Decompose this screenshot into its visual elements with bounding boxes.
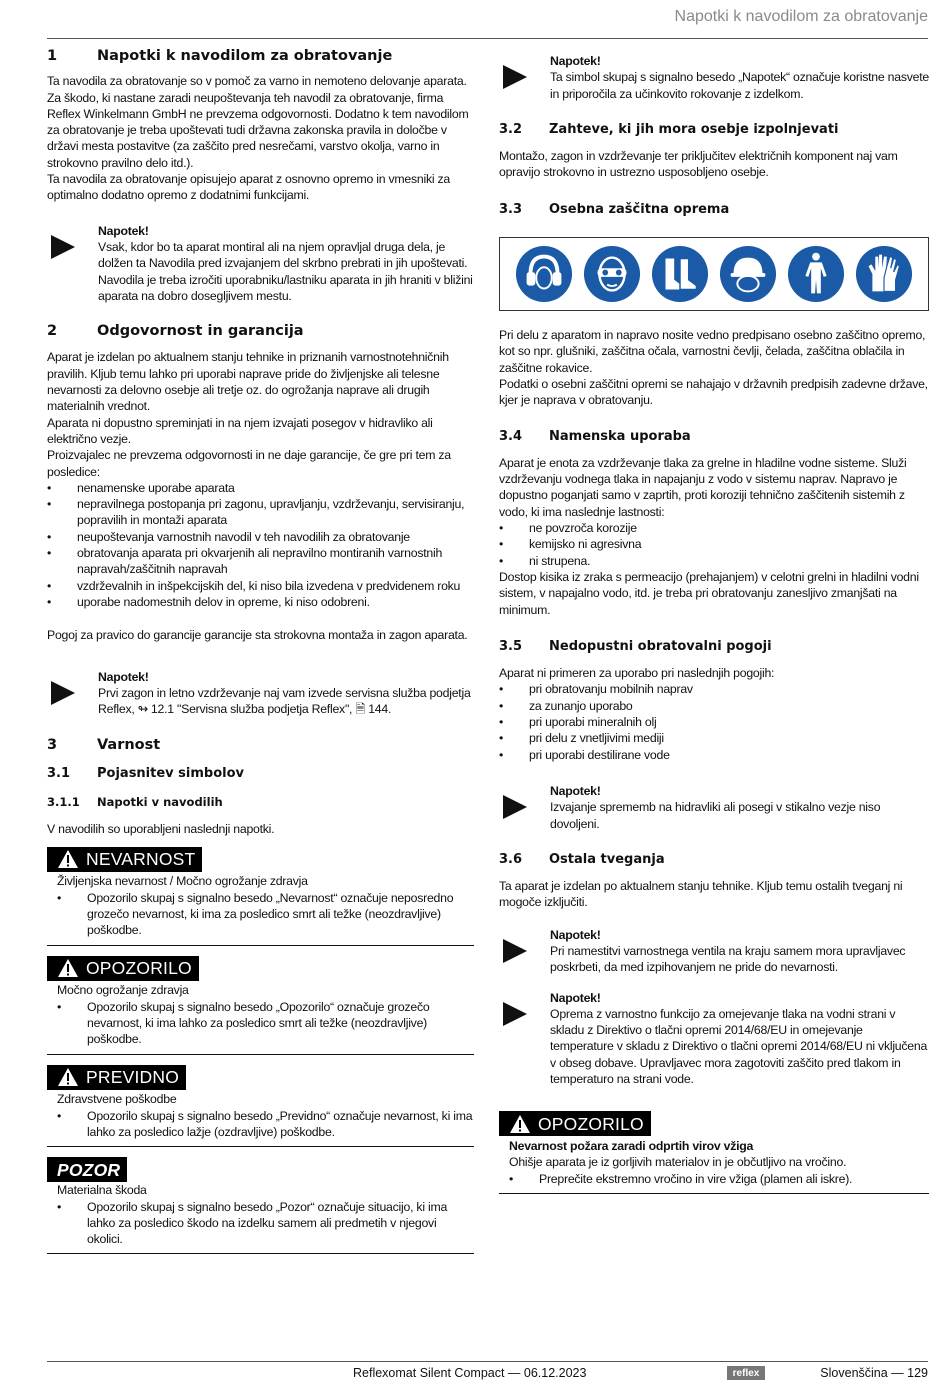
page-footer (47, 1361, 928, 1380)
danger-box (47, 847, 474, 946)
list-item: • pri delu z vnetljivimi mediji (499, 730, 929, 746)
bullet-list (499, 681, 929, 762)
notice-box (47, 1157, 474, 1254)
section-number: 3 (47, 737, 58, 754)
list-item: • ne povzroča korozije (499, 520, 929, 536)
section-number: 3.3 (499, 201, 523, 217)
badge-label: OPOZORILO (538, 1113, 644, 1134)
note-text: Oprema z varnostno funkcijo za omejevanje tlaka na vodni strani v skladu z Direktivo o tlačni opremi 2014/68/EU in omejevanje temperature v skladu z Direktivo o tlačni opremi 2014/68/EU ni vključena v obseg dobave. Upravljavec mora zagotoviti zaščito pred tlakom in temperaturo na strani vode. (550, 1006, 928, 1087)
warning-triangle-icon (57, 1067, 79, 1087)
ppe-icon-strip (499, 237, 929, 311)
section-1-heading (47, 48, 474, 64)
caution-box (47, 1065, 474, 1148)
badge-label: PREVIDNO (86, 1066, 180, 1087)
paragraph: Ta navodila za obratovanje opisujejo aparat z osnovno opremo in vmesniki za optimalno dodatno opremo z dodatnimi funkcijami. (47, 172, 451, 203)
badge-label: NEVARNOST (86, 848, 196, 869)
warning-triangle-icon (509, 1114, 531, 1134)
section-3-1-heading (47, 766, 474, 782)
list-item: • neupoštevanja varnostnih navodil v teh navodilih za obratovanje (47, 529, 474, 545)
paragraph: V navodilih so uporabljeni naslednji napotki. (47, 822, 275, 837)
warning-box (499, 1111, 929, 1194)
page-header (47, 8, 928, 39)
section-number: 1 (47, 48, 58, 64)
note-block (499, 927, 929, 976)
paragraph: Aparata ni dopustno spreminjati in na njem izvajati posegov v hidravliko ali električno vezje. (47, 415, 433, 446)
paragraph: Pri delu z aparatom in napravo nosite vedno predpisano osebno zaščitno opremo, kot so npr. glušniki, zaščitna očala, varnostni čevlji, čelada, zaščitna oblačila in zaščitne rokavice. (499, 328, 926, 375)
list-item: • Preprečite ekstremno vročino in vire vžiga (plamen ali iskre). (509, 1171, 929, 1187)
list-item: • nepravilnega postopanja pri zagonu, upravljanju, vzdrževanju, servisiranju, popravilih in montaži aparata (47, 496, 474, 529)
note-block (499, 783, 929, 832)
section-3-1-1-heading (47, 794, 474, 810)
list-item: • Opozorilo skupaj s signalno besedo „Nevarnost“ označuje neposredno grozečo nevarnost, ki ima za posledico smrt ali težke (neozdravljive) poškodbe. (57, 890, 474, 939)
note-block (499, 990, 929, 1088)
note-block (47, 223, 474, 304)
ear-protection-icon (515, 245, 573, 303)
paragraph: Aparat je izdelan po aktualnem stanju tehnike in priznanih varnostnotehničnih pravilih. Kljub temu lahko pri uporabi naprave pride do življenjske ali telesne nevarnosti za delovno osebje ali tretje oz. do ogrožanja naprave ali drugih materialnih vrednot. (47, 350, 449, 414)
section-title: Namenska uporaba (549, 428, 691, 444)
section-title: Nedopustni obratovalni pogoji (549, 638, 772, 654)
helmet-icon (719, 245, 777, 303)
arrow-right-icon (51, 235, 75, 259)
list-item: • nenamenske uporabe aparata (47, 480, 474, 496)
paragraph: Montažo, zagon in vzdrževanje ter priključitev električnih komponent naj vam opravijo strokovno in ustrezno usposobljeno osebje. (499, 149, 898, 180)
section-title: Pojasnitev simbolov (97, 765, 245, 781)
danger-badge (47, 847, 202, 872)
warning-subtitle: Zdravstvene poškodbe (57, 1092, 177, 1107)
list-item: • ni strupena. (499, 553, 929, 569)
arrow-right-icon (503, 1002, 527, 1026)
note-block (47, 669, 474, 718)
note-text: Vsak, kdor bo ta aparat montiral ali na njem opravljal druga dela, je dolžen ta Navodila pred izvajanjem del skrbno prebrati in jih upoštevati. Navodila je treba izročiti uporabniku/lastniku aparata in jih hraniti v bližini aparata na dobro dosegljivem mestu. (98, 239, 473, 303)
list-item: • pri obratovanju mobilnih naprav (499, 681, 929, 697)
arrow-right-icon (503, 65, 527, 89)
language-page-number: Slovenščina — 129 (820, 1366, 928, 1380)
section-3-4-heading (499, 429, 929, 445)
paragraph: Pogoj za pravico do garancije garancije sta strokovna montaža in zagon aparata. (47, 628, 468, 643)
warning-subtitle: Močno ogrožanje zdravja (57, 983, 189, 998)
section-3-heading (47, 737, 474, 753)
list-item: • Opozorilo skupaj s signalno besedo „Previdno“ označuje nevarnost, ki ima lahko za posledico lažje (ozdravljive) poškodbe. (57, 1108, 474, 1141)
section-2-heading (47, 323, 474, 339)
badge-label: POZOR (57, 1159, 121, 1180)
section-3-2-heading (499, 122, 929, 138)
section-number: 3.1 (47, 765, 71, 781)
warning-subtitle: Življenjska nevarnost / Močno ogrožanje zdravja (57, 874, 308, 889)
section-title: Ostala tveganja (549, 851, 665, 867)
section-title: Varnost (97, 737, 161, 754)
section-3-3-heading (499, 202, 929, 218)
paragraph: Podatki o osebni zaščitni opremi se nahajajo v državnih predpisih zadevne države, kjer je naprava v obratovanju. (499, 376, 928, 408)
arrow-right-icon (503, 939, 527, 963)
note-text-line: Prvi zagon in letno vzdrževanje naj vam izvede servisna služba podjetja (98, 685, 471, 700)
note-block (499, 53, 929, 102)
section-number: 3.6 (499, 851, 523, 867)
reflex-logo: reflex (727, 1366, 765, 1380)
warning-title: Nevarnost požara zaradi odprtih virov vžiga (509, 1139, 754, 1154)
warning-subtitle: Materialna škoda (57, 1183, 147, 1198)
paragraph: Proizvajalec ne prevzema odgovornosti in ne daje garancije, če gre pri tem za posledice: (47, 448, 451, 479)
section-title: Odgovornost in garancija (97, 323, 304, 340)
note-title: Napotek! (98, 223, 149, 238)
section-number: 3.2 (499, 121, 523, 137)
list-item: • Opozorilo skupaj s signalno besedo „Pozor“ označuje situacijo, ki ima lahko za posledico škodo na izdelku samem ali predmetih v njegovi okolici. (57, 1199, 474, 1248)
section-number: 3.1.1 (47, 794, 80, 809)
caution-badge (47, 1065, 186, 1090)
section-number: 2 (47, 323, 58, 340)
warning-text: Ohišje aparata je iz gorljivih materialov in je občutljivo na vročino. (509, 1155, 847, 1170)
section-title: Zahteve, ki jih mora osebje izpolnjevati (549, 121, 839, 137)
arrow-right-icon (503, 795, 527, 819)
section-title: Osebna zaščitna oprema (549, 201, 730, 217)
note-title: Napotek! (98, 669, 149, 684)
paragraph: Aparat je enota za vzdrževanje tlaka za grelne in hladilne vodne sisteme. Služi vzdrževanju vodnega tlaka in napajanju z vodo v sistemu naprav. Napravo je dopustno poganjati samo v zaprtih, proti koroziji tehnično zaščitenih sistemih z vodo, ki ima naslednje lastnosti: (499, 455, 907, 519)
note-title: Napotek! (550, 783, 601, 798)
warning-triangle-icon (57, 958, 79, 978)
left-column (47, 48, 474, 1254)
bullet-list (499, 520, 929, 569)
section-title: Napotki v navodilih (97, 794, 223, 809)
paragraph: Ta navodila za obratovanje so v pomoč za varno in nemoteno delovanje aparata. Za škodo, ki nastane zaradi neupoštevanja teh navodil za obratovanje, firma Reflex Winkelmann GmbH ne prevzema odgovornosti. Dodatno k tem navodilom za obratovanje je treba upoštevati tudi državna zakonska pravila in določbe v državi mesta postavitve (za zaščito pred nesrečami, varstvo okolja, varno in strokovno pravilno delo itd.). (47, 74, 469, 170)
warning-badge (47, 956, 199, 981)
list-item: • uporabe nadomestnih delov in opreme, ki niso odobreni. (47, 594, 474, 610)
safety-goggles-icon (583, 245, 641, 303)
note-text: Ta simbol skupaj s signalno besedo „Napotek“ označuje koristne nasvete in priporočila za učinkovito rokovanje z izdelkom. (550, 70, 929, 101)
list-item: • Opozorilo skupaj s signalno besedo „Opozorilo“ označuje grozečo nevarnost, ki ima lahko za posledico smrt ali težke (neozdravljive) poškodbe. (57, 999, 474, 1048)
list-item: • za zunanjo uporabo (499, 698, 929, 714)
badge-label: OPOZORILO (86, 957, 192, 978)
note-title: Napotek! (550, 54, 601, 68)
safety-boots-icon (651, 245, 709, 303)
section-number: 3.5 (499, 638, 523, 654)
paragraph: Ta aparat je izdelan po aktualnem stanju tehnike. Kljub temu ostalih tveganj ni mogoče izključiti. (499, 879, 903, 910)
list-item: • pri uporabi destilirane vode (499, 747, 929, 763)
note-text: Izvajanje sprememb na hidravliki ali posegi v stikalno vezje niso dovoljeni. (550, 800, 881, 831)
right-column (499, 48, 929, 1194)
protective-clothing-icon (787, 245, 845, 303)
paragraph: Aparat ni primeren za uporabo pri naslednjih pogojih: (499, 666, 775, 681)
note-text: Pri namestitvi varnostnega ventila na kraju samem mora upravljavec poskrbeti, da med izpihovanjem ne pride do nevarnosti. (550, 943, 906, 975)
note-title: Napotek! (550, 990, 601, 1005)
list-item: • pri uporabi mineralnih olj (499, 714, 929, 730)
bullet-list (47, 480, 474, 610)
header-title: Napotki k navodilom za obratovanje (674, 8, 928, 25)
warning-badge (499, 1111, 651, 1136)
notice-badge (47, 1157, 127, 1182)
list-item: • kemijsko ni agresivna (499, 536, 929, 552)
list-item: • vzdrževalnih in inšpekcijskih del, ki niso bila izvedena v predvidenem roku (47, 578, 474, 594)
document-title: Reflexomat Silent Compact — 06.12.2023 (353, 1366, 587, 1380)
section-3-5-heading (499, 639, 929, 655)
warning-box (47, 956, 474, 1055)
section-title: Napotki k navodilom za obratovanje (97, 48, 393, 64)
gloves-icon (855, 245, 913, 303)
list-item: • obratovanja aparata pri okvarjenih ali nepravilno montiranih varnostnih napravah/zaščitnih napravah (47, 545, 474, 578)
section-number: 3.4 (499, 428, 523, 444)
section-3-6-heading (499, 852, 929, 868)
note-title: Napotek! (550, 927, 601, 942)
arrow-right-icon (51, 681, 75, 705)
note-text-line: Reflex, ↬ 12.1 "Servisna služba podjetja Reflex", 🗎 144. (98, 702, 392, 717)
paragraph: Dostop kisika iz zraka s permeacijo (prehajanjem) v celotni grelni in hladilni vodni sistem, v napajalno vodo, itd. je treba pri obratovanju zanesljivo zmanjšati na minimum. (499, 569, 919, 617)
warning-triangle-icon (57, 849, 79, 869)
